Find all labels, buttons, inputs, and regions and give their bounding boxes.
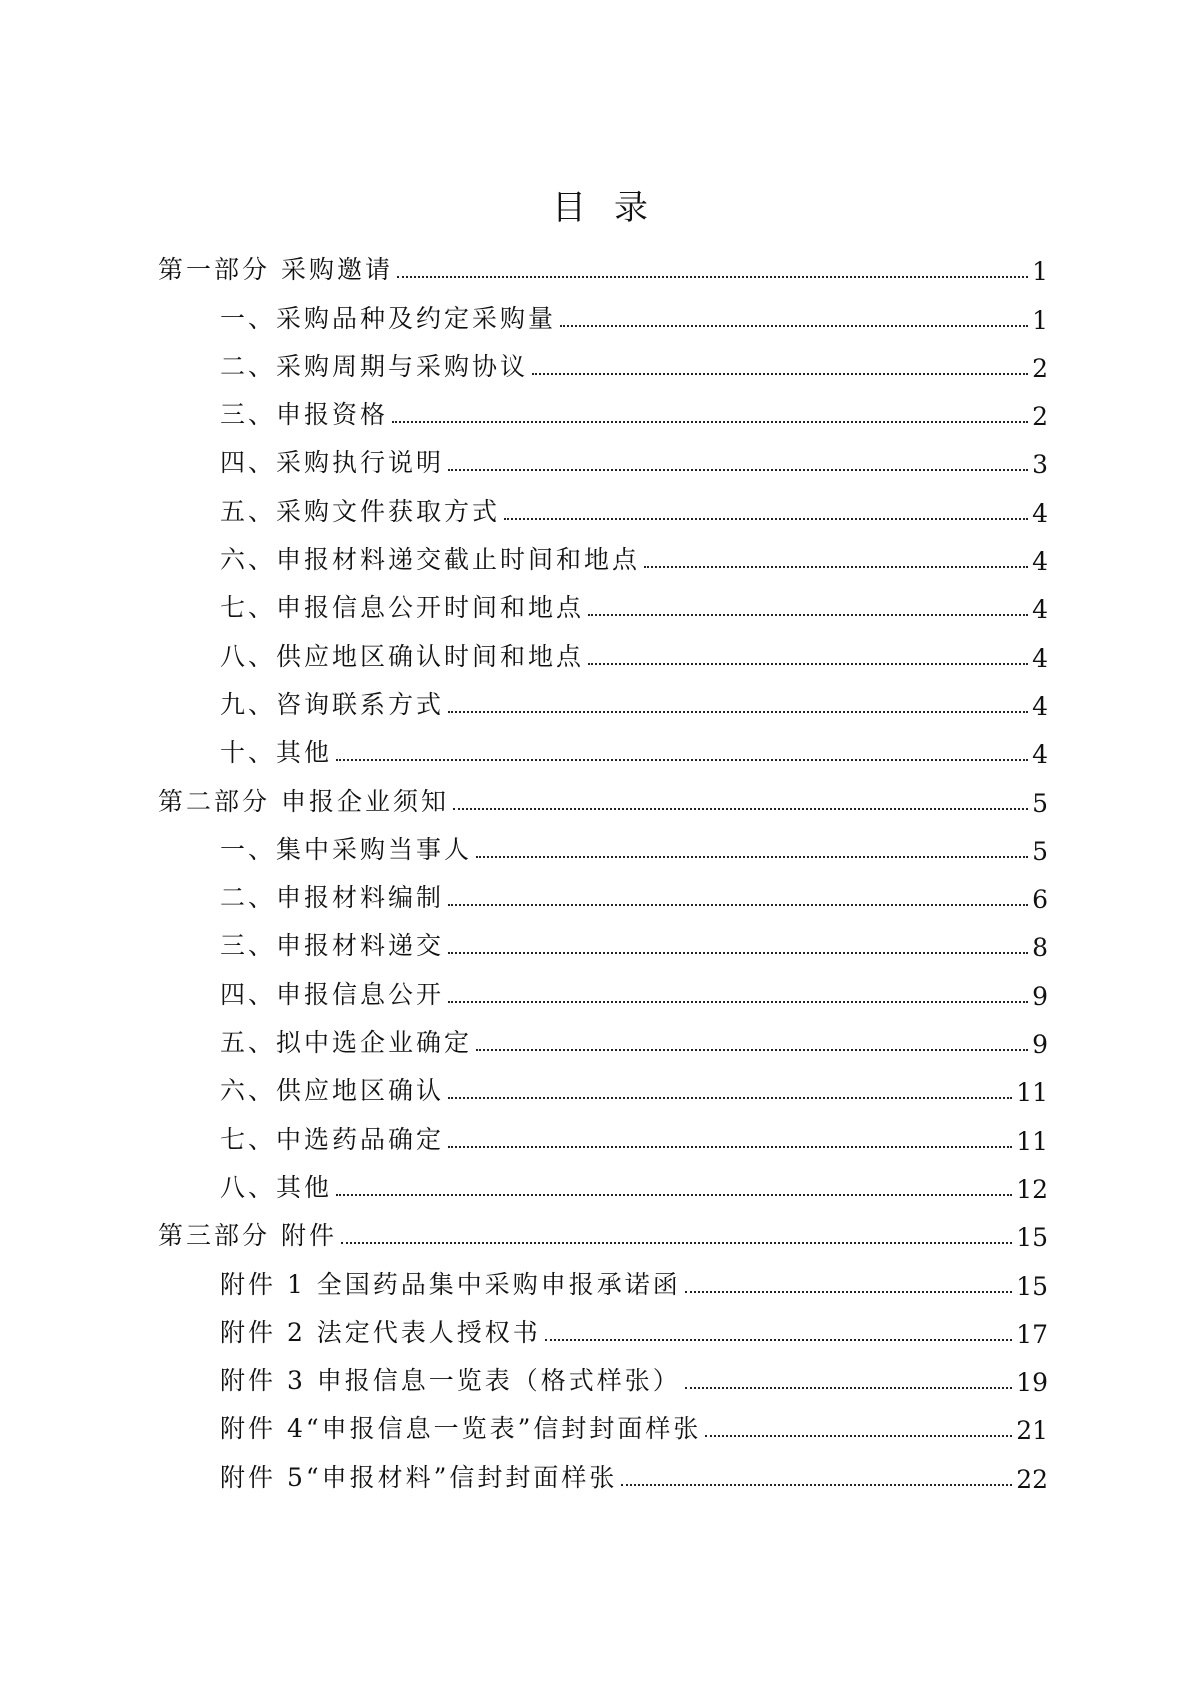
toc-entry-page: 8 — [1032, 933, 1048, 963]
toc-entry[interactable] — [158, 479, 1048, 527]
toc-entry[interactable] — [158, 1011, 1048, 1059]
toc-entry[interactable] — [158, 818, 1048, 866]
toc-entry-page: 4 — [1032, 691, 1048, 721]
toc-entry-page: 1 — [1032, 257, 1048, 287]
toc-entry-title: 三、申报资格 — [220, 400, 389, 430]
toc-dot-leader — [476, 1049, 1028, 1051]
toc-entry-page: 15 — [1016, 1223, 1048, 1253]
toc-dot-leader — [644, 566, 1028, 568]
toc-dot-leader — [705, 1435, 1012, 1437]
toc-dot-leader — [588, 614, 1028, 616]
toc-dot-leader — [448, 1001, 1028, 1003]
table-of-contents — [158, 238, 1048, 1494]
toc-entry-title: 附件 1 全国药品集中采购申报承诺函 — [220, 1269, 681, 1299]
toc-dot-leader — [588, 663, 1028, 665]
toc-entry-page: 22 — [1016, 1464, 1048, 1494]
toc-entry-title: 九、咨询联系方式 — [220, 689, 445, 719]
toc-entry-title: 第三部分 附件 — [158, 1221, 337, 1251]
toc-entry-title: 五、拟中选企业确定 — [220, 1028, 473, 1058]
toc-entry-title: 二、申报材料编制 — [220, 883, 445, 913]
toc-entry-page: 2 — [1032, 402, 1048, 432]
toc-entry-page: 9 — [1032, 1030, 1048, 1060]
toc-entry-page: 5 — [1032, 836, 1048, 866]
toc-dot-leader — [476, 856, 1028, 858]
toc-dot-leader — [336, 1194, 1012, 1196]
toc-entry[interactable] — [158, 1397, 1048, 1445]
toc-entry[interactable] — [158, 238, 1048, 286]
toc-dot-leader — [453, 808, 1028, 810]
toc-entry[interactable] — [158, 1445, 1048, 1493]
toc-dot-leader — [532, 373, 1028, 375]
toc-entry-title: 一、集中采购当事人 — [220, 834, 473, 864]
toc-entry[interactable] — [158, 769, 1048, 817]
toc-dot-leader — [621, 1484, 1012, 1486]
toc-entry[interactable] — [158, 1107, 1048, 1155]
toc-entry[interactable] — [158, 1204, 1048, 1252]
toc-entry-page: 21 — [1016, 1416, 1048, 1446]
toc-entry[interactable] — [158, 1301, 1048, 1349]
toc-entry[interactable] — [158, 528, 1048, 576]
toc-entry-title: 六、申报材料递交截止时间和地点 — [220, 545, 641, 575]
toc-entry-title: 二、采购周期与采购协议 — [220, 351, 529, 381]
toc-entry[interactable] — [158, 1059, 1048, 1107]
toc-dot-leader — [504, 518, 1028, 520]
toc-entry-title: 六、供应地区确认 — [220, 1076, 445, 1106]
toc-entry-page: 11 — [1016, 1126, 1048, 1156]
toc-entry[interactable] — [158, 1252, 1048, 1300]
toc-entry-title: 第一部分 采购邀请 — [158, 255, 393, 285]
toc-entry[interactable] — [158, 431, 1048, 479]
toc-entry-title: 附件 3 申报信息一览表（格式样张） — [220, 1366, 681, 1396]
toc-entry[interactable] — [158, 1349, 1048, 1397]
toc-entry-page: 4 — [1032, 595, 1048, 625]
toc-entry-page: 17 — [1016, 1319, 1048, 1349]
toc-entry[interactable] — [158, 1156, 1048, 1204]
toc-dot-leader — [545, 1339, 1012, 1341]
toc-dot-leader — [448, 711, 1028, 713]
toc-entry[interactable] — [158, 576, 1048, 624]
toc-entry-title: 五、采购文件获取方式 — [220, 496, 501, 526]
toc-dot-leader — [448, 1146, 1012, 1148]
toc-entry-title: 八、其他 — [220, 1172, 333, 1202]
toc-entry-title: 附件 5“申报材料”信封封面样张 — [220, 1462, 618, 1492]
toc-entry-page: 15 — [1016, 1271, 1048, 1301]
toc-entry-title: 四、采购执行说明 — [220, 448, 445, 478]
toc-entry-page: 4 — [1032, 643, 1048, 673]
toc-entry-title: 四、申报信息公开 — [220, 979, 445, 1009]
toc-entry-page: 4 — [1032, 740, 1048, 770]
toc-entry[interactable] — [158, 721, 1048, 769]
toc-dot-leader — [685, 1291, 1012, 1293]
page-title: 目录 — [552, 188, 676, 228]
toc-dot-leader — [560, 325, 1028, 327]
toc-dot-leader — [448, 1097, 1012, 1099]
toc-dot-leader — [392, 421, 1028, 423]
toc-entry-title: 附件 4“申报信息一览表”信封封面样张 — [220, 1414, 702, 1444]
toc-dot-leader — [685, 1387, 1012, 1389]
toc-entry-title: 十、其他 — [220, 738, 333, 768]
toc-entry-page: 6 — [1032, 885, 1048, 915]
toc-entry-page: 11 — [1016, 1078, 1048, 1108]
toc-entry-title: 一、采购品种及约定采购量 — [220, 303, 557, 333]
toc-entry-page: 3 — [1032, 450, 1048, 480]
toc-entry-page: 4 — [1032, 498, 1048, 528]
toc-entry[interactable] — [158, 914, 1048, 962]
toc-entry-title: 七、申报信息公开时间和地点 — [220, 593, 585, 623]
toc-entry[interactable] — [158, 383, 1048, 431]
toc-entry[interactable] — [158, 962, 1048, 1010]
toc-dot-leader — [397, 276, 1028, 278]
toc-entry-page: 2 — [1032, 353, 1048, 383]
toc-entry-title: 三、申报材料递交 — [220, 931, 445, 961]
toc-entry-title: 七、中选药品确定 — [220, 1124, 445, 1154]
toc-entry-title: 第二部分 申报企业须知 — [158, 786, 449, 816]
toc-entry[interactable] — [158, 335, 1048, 383]
toc-dot-leader — [448, 952, 1028, 954]
toc-entry-title: 八、供应地区确认时间和地点 — [220, 641, 585, 671]
toc-entry-page: 12 — [1016, 1174, 1048, 1204]
toc-dot-leader — [336, 759, 1028, 761]
toc-dot-leader — [448, 904, 1028, 906]
toc-entry-page: 1 — [1032, 305, 1048, 335]
toc-entry[interactable] — [158, 866, 1048, 914]
toc-entry-page: 19 — [1016, 1368, 1048, 1398]
toc-entry-page: 5 — [1032, 788, 1048, 818]
toc-entry[interactable] — [158, 286, 1048, 334]
toc-dot-leader — [341, 1242, 1012, 1244]
toc-entry[interactable] — [158, 624, 1048, 672]
toc-entry-page: 4 — [1032, 547, 1048, 577]
toc-entry-title: 附件 2 法定代表人授权书 — [220, 1317, 541, 1347]
toc-dot-leader — [448, 469, 1028, 471]
toc-entry[interactable] — [158, 673, 1048, 721]
toc-entry-page: 9 — [1032, 981, 1048, 1011]
